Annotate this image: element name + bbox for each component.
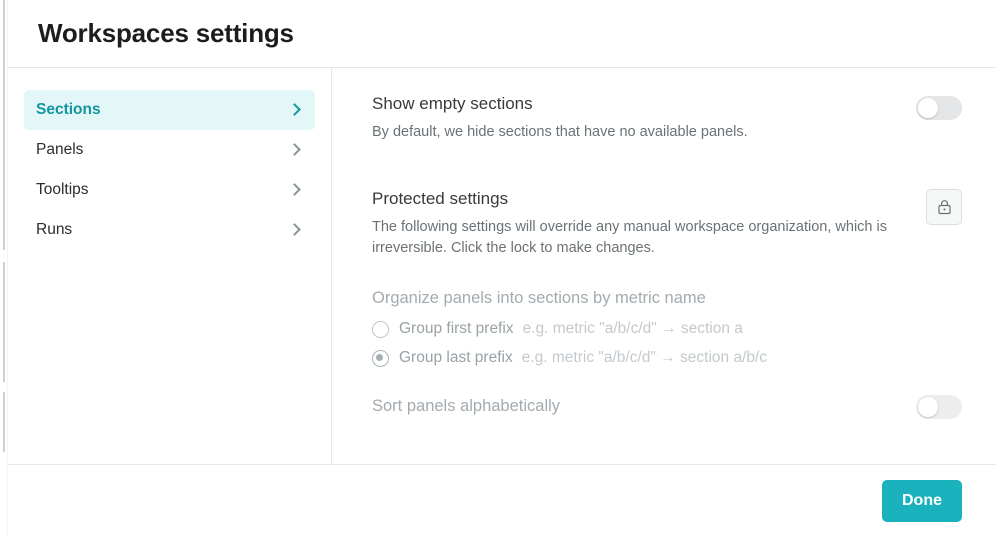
lock-button[interactable] xyxy=(926,189,962,225)
sidebar-item-label: Panels xyxy=(36,141,84,159)
sidebar-item-label: Sections xyxy=(36,101,101,119)
toggle-knob xyxy=(918,397,938,417)
protected-settings-text xyxy=(372,189,892,259)
organize-panels-group-title: Organize panels into sections by metric name xyxy=(372,289,706,308)
protected-settings-title: Protected settings xyxy=(372,189,509,209)
sidebar-item-runs[interactable] xyxy=(24,210,315,250)
radio-label: Group last prefix xyxy=(399,349,513,367)
modal-footer xyxy=(8,464,996,536)
toggle-knob xyxy=(918,98,938,118)
lock-icon xyxy=(937,199,952,215)
modal-header xyxy=(8,0,996,68)
chevron-right-icon xyxy=(289,144,301,156)
page-edge-line xyxy=(3,0,5,250)
sort-panels-label: Sort panels alphabetically xyxy=(372,396,561,415)
radio-hint: e.g. metric "a/b/c/d" → section a xyxy=(522,320,743,338)
radio-icon-selected xyxy=(372,350,389,367)
modal-body xyxy=(8,68,996,464)
show-empty-sections-text xyxy=(372,94,748,143)
show-empty-sections-title: Show empty sections xyxy=(372,94,533,113)
sidebar-item-sections[interactable] xyxy=(24,90,315,130)
protected-settings-group xyxy=(372,289,962,419)
page-left-edge xyxy=(0,0,8,536)
protected-settings-description: The following settings will override any manual workspace organization, which is irreversible. Click the lock to make changes. xyxy=(372,219,887,257)
done-button[interactable]: Done xyxy=(882,480,962,522)
sort-panels-alphabetically-row xyxy=(372,393,962,419)
spacer xyxy=(372,143,962,189)
page-title: Workspaces settings xyxy=(38,18,294,48)
radio-label: Group first prefix xyxy=(399,320,514,338)
sort-panels-toggle[interactable] xyxy=(916,395,962,419)
sidebar-item-label: Tooltips xyxy=(36,181,89,199)
radio-hint: e.g. metric "a/b/c/d" → section a/b/c xyxy=(521,349,768,367)
chevron-right-icon xyxy=(289,104,301,116)
chevron-right-icon xyxy=(289,224,301,236)
show-empty-sections-description: By default, we hide sections that have no available panels. xyxy=(372,124,748,140)
show-empty-sections-toggle[interactable] xyxy=(916,96,962,120)
page-edge-line xyxy=(3,262,5,382)
page-edge-line xyxy=(3,392,5,452)
radio-option-group-first-prefix[interactable] xyxy=(372,320,962,338)
radio-option-group-last-prefix[interactable] xyxy=(372,349,962,367)
settings-content xyxy=(332,68,996,464)
radio-icon xyxy=(372,321,389,338)
sidebar-item-tooltips[interactable] xyxy=(24,170,315,210)
protected-settings-section xyxy=(372,189,962,259)
show-empty-sections-section xyxy=(372,94,962,143)
sidebar-item-panels[interactable] xyxy=(24,130,315,170)
sidebar-item-label: Runs xyxy=(36,221,73,239)
settings-sidebar xyxy=(8,68,332,464)
workspaces-settings-modal xyxy=(8,0,996,536)
chevron-right-icon xyxy=(289,184,301,196)
